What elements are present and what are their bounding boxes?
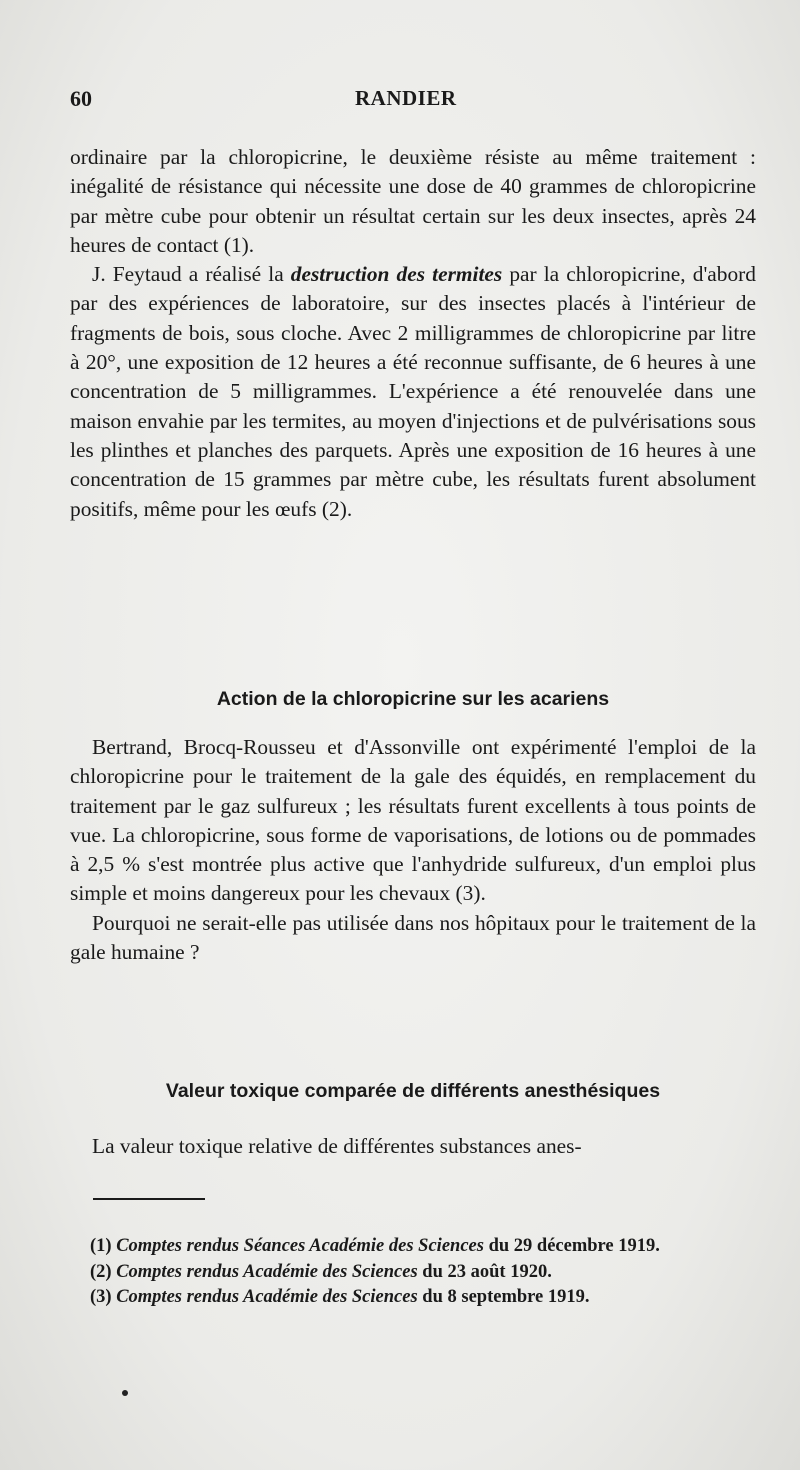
running-head: RANDIER — [355, 86, 457, 110]
footnote-2-number: (2) — [90, 1261, 117, 1282]
paragraph-anesthesiques: La valeur toxique relative de différentes substances anes- — [92, 1134, 582, 1158]
footnote-1-date: du 29 décembre 1919. — [483, 1236, 660, 1256]
paragraph-gale-equides: Bertrand, Brocq-Rousseu et d'Assonville ont expérimenté l'emploi de la chloropicrine pour le traitement de la gale des équidés, en remplacement du traitement par le gaz sulfureux ; les résultats furent excellents à tous points de vue. La chloropicrine, sous forme de vaporisations, de lotions ou de pommades à 2,5 % s'est montrée plus active que l'anhydride sulfureux, d'un emploi plus simple et moins dangereux pour les chevaux (3). — [70, 735, 756, 906]
footnote-1 — [70, 1234, 756, 1260]
footnote-2-date: du 23 août 1920. — [417, 1261, 552, 1282]
paragraph-gale-humaine: Pourquoi ne serait-elle pas utilisée dans nos hôpitaux pour le traitement de la gale humaine ? — [70, 910, 756, 965]
paragraph-termites-rest: par la chloropicrine, d'abord par des expériences de laboratoire, sur des insectes placés à l'intérieur de fragments de bois, sous cloche. Avec 2 milligrammes de chloropicrine par litre à 20°, une exposition de 12 heures a été reconnue suffisante, de 6 heures à une concentration de 5 milligrammes. L'expérience a été renouvelée dans une maison envahie par les termites, au moyen d'injections et de pulvérisations sous les plinthes et planches des parquets. Après une exposition de 16 heures à une concentration de 15 grammes par mètre cube, les résultats furent absolument positifs, même pour les œufs (2). — [70, 262, 756, 521]
paragraph-termites — [70, 260, 756, 524]
paragraph-termites-italic: destruction des termites — [290, 262, 503, 287]
ink-speck — [122, 1390, 128, 1396]
paragraph-termites-start: J. Feytaud a réalisé la — [92, 262, 291, 287]
footnote-2 — [70, 1260, 756, 1286]
footnote-3-title: Comptes rendus Académie des Sciences — [116, 1287, 418, 1307]
footnote-3-number: (3) — [90, 1287, 117, 1307]
footnote-2-title: Comptes rendus Académie des Sciences — [116, 1261, 418, 1282]
footnotes — [70, 1234, 756, 1311]
footnote-3-date: du 8 septembre 1919. — [417, 1287, 590, 1307]
page-header — [70, 86, 770, 116]
footnote-1-number: (1) — [90, 1236, 117, 1256]
footnote-1-title: Comptes rendus Séances Académie des Sciences — [116, 1236, 484, 1256]
footnote-3 — [70, 1285, 756, 1311]
section-acariens — [70, 733, 756, 967]
section-heading-anesthesiques: Valeur toxique comparée de différents anesthésiques — [165, 1080, 661, 1102]
page-number: 60 — [70, 86, 92, 111]
section-anesthesiques — [70, 1132, 756, 1161]
section-termites — [70, 143, 756, 524]
footnote-rule — [93, 1198, 205, 1200]
paragraph-continuation: ordinaire par la chloropicrine, le deuxième résiste au même traitement : inégalité de résistance qui nécessite une dose de 40 grammes de chloropicrine par mètre cube pour obtenir un résultat certain sur les deux insectes, après 24 heures de contact (1). — [70, 145, 756, 257]
section-heading-acariens: Action de la chloropicrine sur les acariens — [216, 688, 610, 710]
